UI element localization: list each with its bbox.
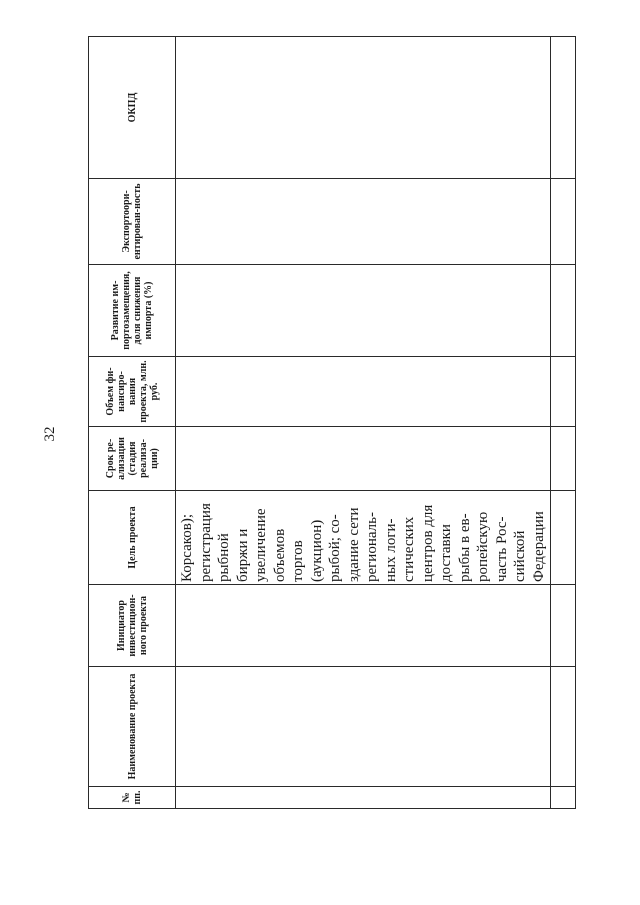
cell-okpd [176, 37, 551, 179]
header-export: Экспортоори-ентирован-ность [89, 179, 176, 265]
cell-empty [551, 585, 576, 667]
cell-initiator [176, 585, 551, 667]
cell-import [176, 265, 551, 357]
cell-empty [551, 667, 576, 787]
cell-term [176, 427, 551, 491]
cell-empty [551, 37, 576, 179]
table-frame [88, 37, 545, 809]
header-term: Срок ре-ализации (стадия реализа-ции) [89, 427, 176, 491]
projects-table [88, 36, 576, 809]
header-num: № пп. [89, 787, 176, 809]
cell-empty [551, 179, 576, 265]
cell-export [176, 179, 551, 265]
cell-goal: Корсаков); регистрация рыбной биржи и увеличение объемов торгов (аукцион) рыбой; со-здание сети региональ-ных логи-стических центров для доставки рыбы в ев-ропейскую часть Рос-сийской Федерации [176, 491, 551, 585]
cell-empty [551, 491, 576, 585]
cell-empty [551, 357, 576, 427]
table-row-empty [551, 37, 576, 809]
header-financing: Объем фи-нансиро-вания проекта, млн. руб. [89, 357, 176, 427]
page-number: 32 [42, 426, 58, 442]
cell-num [176, 787, 551, 809]
header-okpd: ОКПД [89, 37, 176, 179]
cell-empty [551, 787, 576, 809]
cell-empty [551, 265, 576, 357]
cell-financing [176, 357, 551, 427]
table-row [176, 37, 551, 809]
table-container [88, 37, 545, 809]
header-name: Наименование проекта [89, 667, 176, 787]
header-import: Развитие им-портозамещения, доля снижения импорта (%) [89, 265, 176, 357]
cell-name [176, 667, 551, 787]
table-header-row [89, 37, 176, 809]
header-initiator: Инициатор инвестицион-ного проекта [89, 585, 176, 667]
cell-empty [551, 427, 576, 491]
header-goal: Цель проекта [89, 491, 176, 585]
